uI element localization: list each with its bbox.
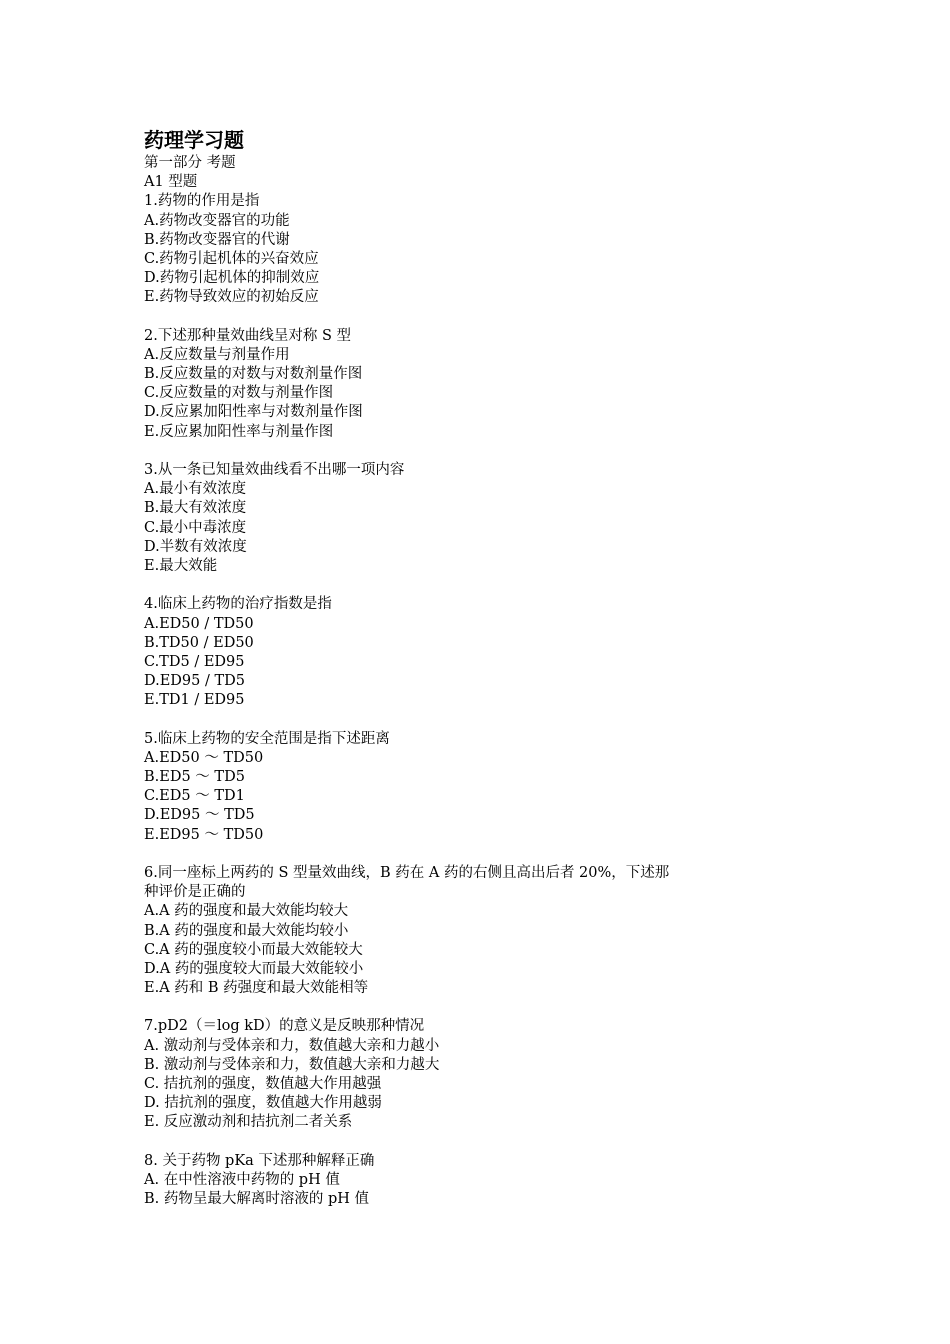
option-c: C.ED5 ～ TD1 xyxy=(144,788,245,805)
option-a: A.ED50 ～ TD50 xyxy=(144,749,264,766)
question-4 xyxy=(144,595,824,710)
option-d: D.药物引起机体的抑制效应 xyxy=(144,270,320,287)
option-b: B. 药物呈最大解离时溶液的 pH 值 xyxy=(144,1191,370,1208)
option-d: D.半数有效浓度 xyxy=(144,538,247,555)
blank-line xyxy=(144,576,824,595)
option-d: D.A 药的强度较大而最大效能较小 xyxy=(144,960,364,977)
question-stem: 1.药物的作用是指 xyxy=(144,193,260,210)
option-b: B.反应数量的对数与对数剂量作图 xyxy=(144,366,363,383)
option-a: A. 在中性溶液中药物的 pH 值 xyxy=(144,1171,340,1188)
question-stem: 4.临床上药物的治疗指数是指 xyxy=(144,596,332,613)
option-c: C. 拮抗剂的强度，数值越大作用越强 xyxy=(144,1076,382,1092)
option-a: A.A 药的强度和最大效能均较大 xyxy=(144,903,349,920)
option-e: E. 反应激动剂和拮抗剂二者关系 xyxy=(144,1114,353,1131)
option-d: D.反应累加阳性率与对数剂量作图 xyxy=(144,404,363,421)
option-e: E.ED95 ～ TD50 xyxy=(144,826,264,843)
document-page xyxy=(144,126,824,1209)
blank-line xyxy=(144,1133,824,1152)
option-c: C.A 药的强度较小而最大效能较大 xyxy=(144,941,363,958)
option-d: D. 拮抗剂的强度，数值越大作用越弱 xyxy=(144,1095,382,1112)
section-heading: 第一部分 考题 xyxy=(144,155,236,171)
question-2 xyxy=(144,327,824,442)
question-type-heading: A1 型题 xyxy=(144,174,198,191)
blank-line xyxy=(144,710,824,729)
option-b: B.最大有效浓度 xyxy=(144,500,247,517)
option-e: E.最大效能 xyxy=(144,557,218,574)
question-stem: 7.pD2（＝log kD）的意义是反映那种情况 xyxy=(144,1018,425,1035)
blank-line xyxy=(144,845,824,864)
blank-line xyxy=(144,308,824,327)
question-stem: 3.从一条已知量效曲线看不出哪一项内容 xyxy=(144,462,405,478)
option-b: B.药物改变器官的代谢 xyxy=(144,231,290,248)
option-c: C.最小中毒浓度 xyxy=(144,519,247,536)
option-b: B.TD50 / ED50 xyxy=(144,634,254,651)
option-d: D.ED95 / TD5 xyxy=(144,673,246,690)
question-stem: 2.下述那种量效曲线呈对称 S 型 xyxy=(144,327,351,344)
blank-line xyxy=(144,998,824,1017)
question-stem: 6.同一座标上两药的 S 型量效曲线，B 药在 A 药的右侧且高出后者 20%，下述那 xyxy=(144,864,670,881)
option-a: A.药物改变器官的功能 xyxy=(144,212,290,229)
option-b: B.ED5 ～ TD5 xyxy=(144,769,245,785)
question-7 xyxy=(144,1017,824,1132)
question-6 xyxy=(144,864,824,998)
question-3 xyxy=(144,461,824,576)
question-stem-continued: 种评价是正确的 xyxy=(144,884,246,901)
option-e: E.药物导致效应的初始反应 xyxy=(144,289,319,306)
option-e: E.A 药和 B 药强度和最大效能相等 xyxy=(144,980,369,997)
question-8 xyxy=(144,1152,824,1210)
option-b: B. 激动剂与受体亲和力，数值越大亲和力越大 xyxy=(144,1056,440,1073)
option-a: A.反应数量与剂量作用 xyxy=(144,346,290,363)
option-b: B.A 药的强度和最大效能均较小 xyxy=(144,922,349,939)
option-c: C.药物引起机体的兴奋效应 xyxy=(144,250,319,267)
document-title: 药理学习题 xyxy=(144,128,244,152)
option-c: C.TD5 / ED95 xyxy=(144,653,245,670)
option-a: A.最小有效浓度 xyxy=(144,481,247,498)
blank-line xyxy=(144,442,824,461)
option-a: A.ED50 / TD50 xyxy=(144,615,254,632)
option-a: A. 激动剂与受体亲和力，数值越大亲和力越小 xyxy=(144,1037,440,1054)
option-c: C.反应数量的对数与剂量作图 xyxy=(144,385,334,402)
option-e: E.TD1 / ED95 xyxy=(144,692,245,709)
option-d: D.ED95 ～ TD5 xyxy=(144,807,255,824)
question-stem: 8. 关于药物 pKa 下述那种解释正确 xyxy=(144,1152,375,1169)
question-5 xyxy=(144,730,824,845)
question-stem: 5.临床上药物的安全范围是指下述距离 xyxy=(144,730,390,747)
question-1 xyxy=(144,192,824,307)
option-e: E.反应累加阳性率与剂量作图 xyxy=(144,423,334,440)
